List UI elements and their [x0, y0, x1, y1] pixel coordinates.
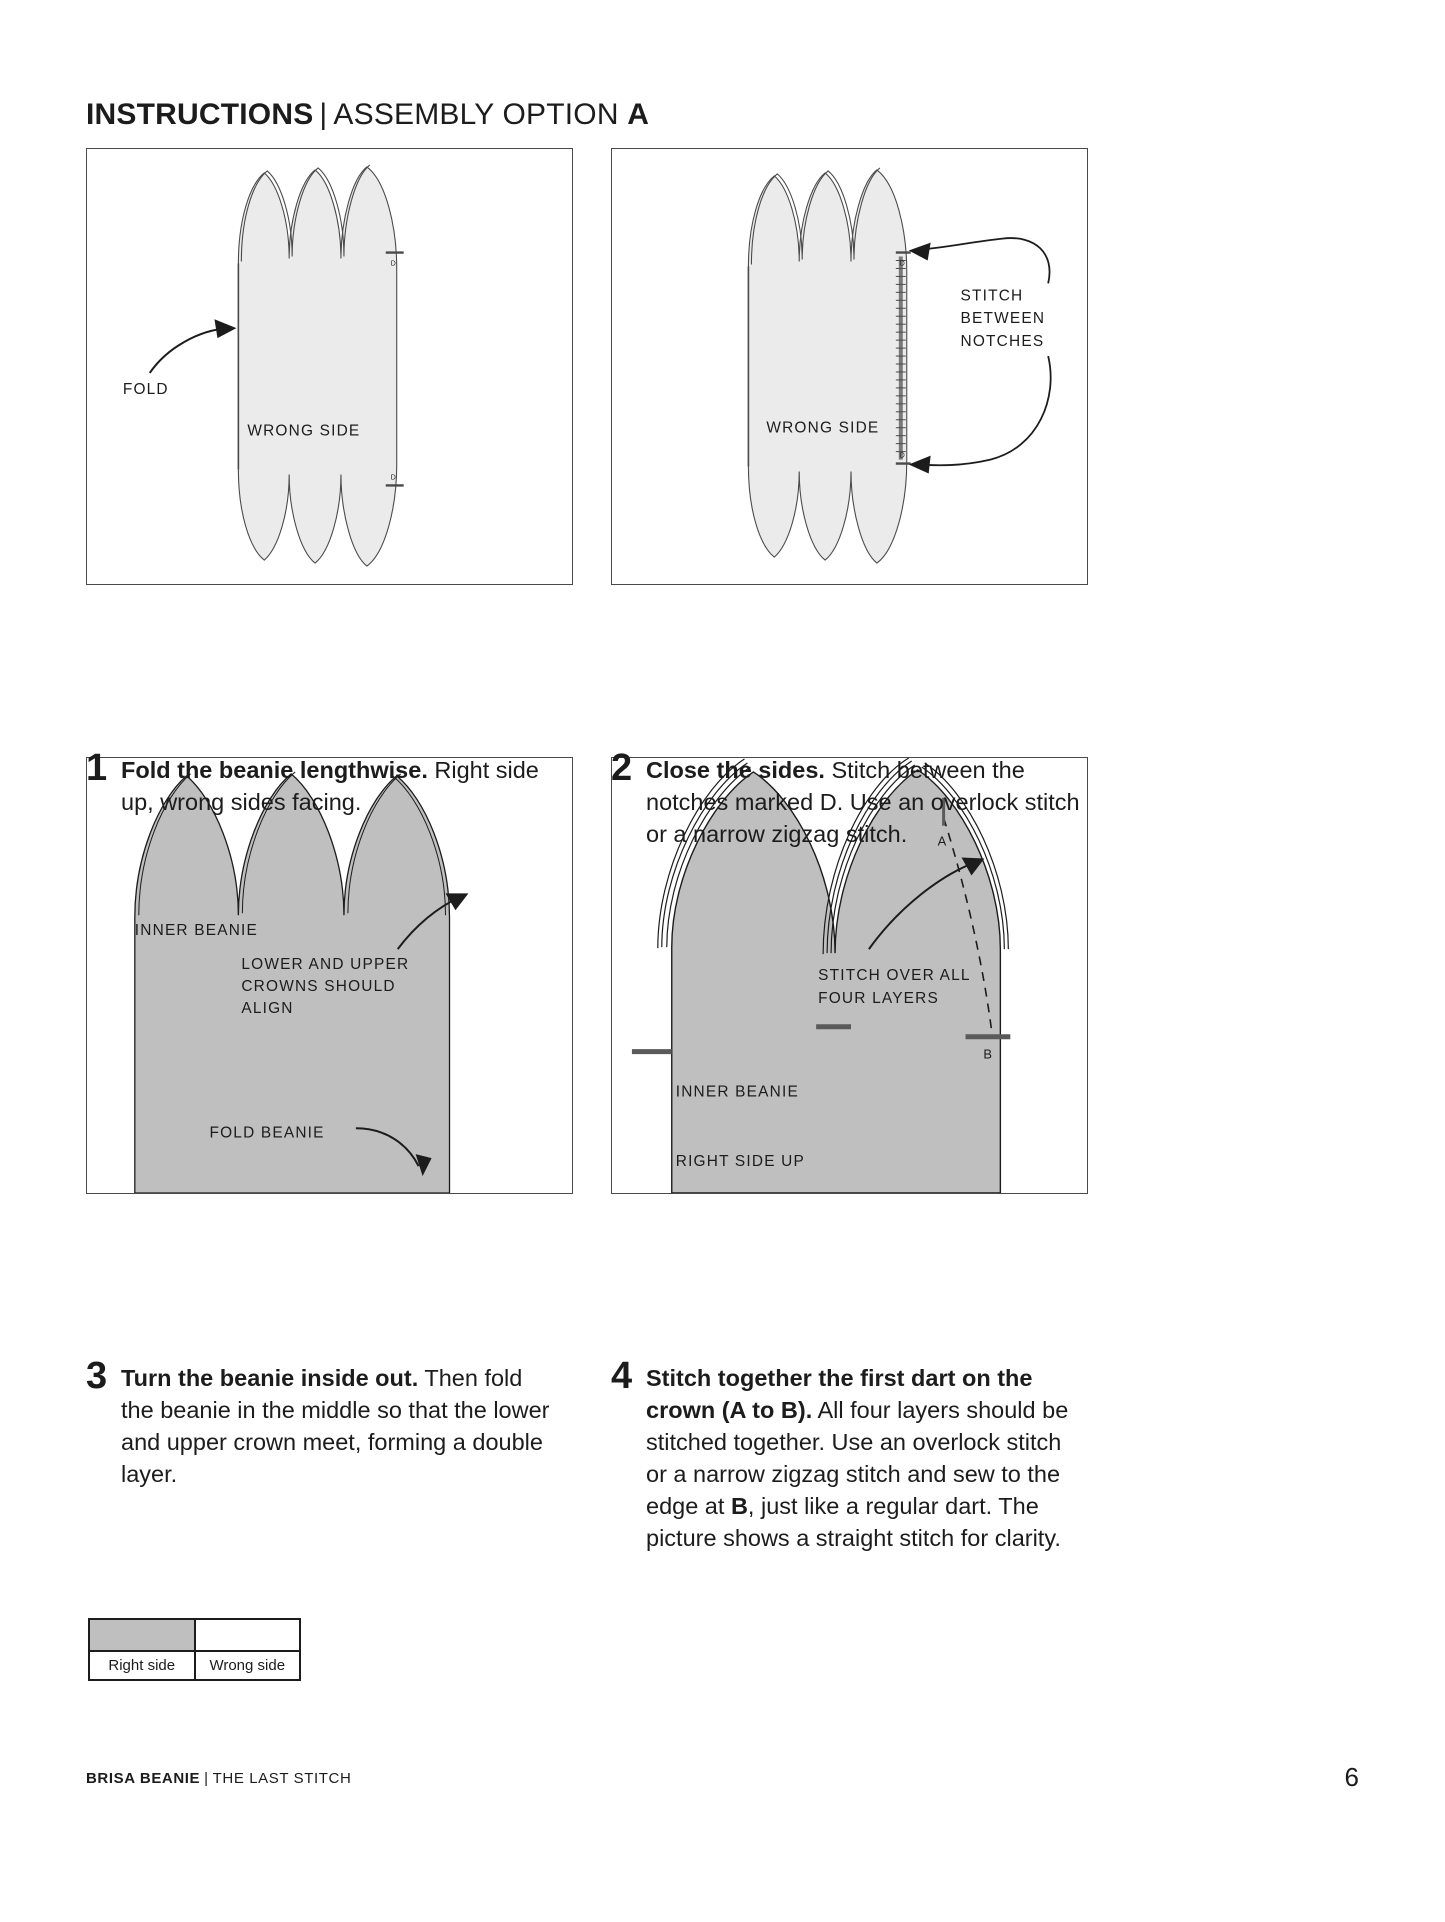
- fold-beanie-label: FOLD BEANIE: [209, 1124, 325, 1142]
- align-label-line-1: LOWER AND UPPER: [241, 956, 410, 974]
- caption-rest-1: Right side up, wrong sides facing.: [121, 757, 539, 815]
- stitch-arrow-bottom-icon: [909, 356, 1051, 473]
- caption-rest-4b: , just like a regular dart. The picture shows a straight stitch for clarity.: [646, 1492, 1061, 1551]
- caption-rest-3: Then fold the beanie in the middle so that the lower and upper crown meet, forming a double layer.: [121, 1365, 550, 1487]
- fabric-side-legend: [88, 1618, 301, 1681]
- align-label-line-2: CROWNS SHOULD: [241, 977, 396, 995]
- stitch-between-notches-line-2: BETWEEN: [960, 310, 1046, 328]
- fold-arrow-icon: [150, 319, 237, 373]
- align-label-line-3: ALIGN: [241, 999, 294, 1017]
- diagram-panel-step-3: [86, 757, 573, 1194]
- legend-swatch-row: [90, 1620, 299, 1650]
- point-b-label: B: [983, 1046, 993, 1062]
- page-title-instructions: INSTRUCTIONS: [86, 98, 314, 131]
- caption-bold-2: Close the sides.: [646, 757, 825, 783]
- diagram-step-1: [87, 149, 572, 584]
- legend-label-right-side: Right side: [90, 1652, 196, 1679]
- legend-swatch-wrong-side: [196, 1620, 300, 1650]
- caption-text-3: [121, 1363, 556, 1491]
- caption-rest-2: Stitch between the notches marked D. Use an overlock stitch or a narrow zigzag stitch.: [646, 757, 1080, 847]
- footer-brand: THE LAST STITCH: [212, 1770, 352, 1787]
- stitch-between-notches-line-1: STITCH: [960, 287, 1024, 305]
- caption-step-3: [86, 1355, 556, 1491]
- caption-bold-4a: Stitch together the first dart on the crown (A to B).: [646, 1365, 1033, 1423]
- notch-label-bottom: D: [899, 452, 906, 460]
- legend-label-wrong-side: Wrong side: [209, 1657, 286, 1674]
- page-number: 6: [1344, 1762, 1359, 1792]
- diagram-step-3: [87, 758, 572, 1193]
- step-number-4: 4: [611, 1355, 633, 1397]
- notch-label-bottom: D: [390, 474, 397, 482]
- stitch-layers-label-line-2: FOUR LAYERS: [818, 989, 939, 1007]
- inner-beanie-label: INNER BEANIE: [675, 1083, 799, 1101]
- inner-beanie-label: INNER BEANIE: [134, 922, 259, 940]
- caption-text-2: [646, 755, 1081, 851]
- stitch-layers-label-line-1: STITCH OVER ALL: [818, 966, 971, 984]
- wrong-side-label: WRONG SIDE: [247, 422, 361, 440]
- footer: [86, 1770, 351, 1787]
- caption-step-2: [611, 747, 1081, 851]
- footer-separator: |: [204, 1770, 209, 1787]
- diagram-panel-step-2: [611, 148, 1088, 585]
- page-title-separator: |: [319, 98, 328, 131]
- footer-pattern-name: BRISA BEANIE: [86, 1770, 201, 1787]
- caption-step-4: [611, 1355, 1081, 1555]
- caption-text-4: [646, 1363, 1081, 1555]
- fold-label: FOLD: [122, 380, 169, 398]
- caption-step-1: [86, 747, 556, 819]
- beanie-shape-folded: [748, 168, 906, 563]
- caption-bold-3: Turn the beanie inside out.: [121, 1365, 419, 1391]
- page-title: [86, 98, 649, 132]
- caption-bold-1: Fold the beanie lengthwise.: [121, 757, 428, 783]
- right-side-up-label: RIGHT SIDE UP: [675, 1153, 805, 1171]
- notch-label-top: D: [899, 260, 906, 268]
- page-title-assembly: ASSEMBLY OPTION: [333, 98, 628, 131]
- stitch-between-notches-line-3: NOTCHES: [960, 333, 1045, 351]
- caption-bold-4b: B: [730, 1492, 748, 1519]
- step-number-2: 2: [611, 747, 633, 789]
- wrong-side-label: WRONG SIDE: [766, 419, 880, 437]
- step-number-1: 1: [86, 747, 108, 789]
- diagram-panel-step-1: [86, 148, 573, 585]
- step-number-3: 3: [86, 1355, 108, 1397]
- beanie-shape-folded: [238, 165, 396, 566]
- diagram-step-2: [612, 149, 1087, 584]
- legend-swatch-right-side: [90, 1620, 196, 1650]
- page-title-option-letter: A: [627, 98, 650, 131]
- caption-text-1: [121, 755, 556, 819]
- point-a-label: A: [937, 833, 947, 849]
- legend-label-row: [90, 1650, 299, 1679]
- caption-rest-4a: All four layers should be stitched together. Use an overlock stitch or a narrow zigzag stitch and sew to the edge at: [646, 1396, 1069, 1519]
- stitch-arrow-top-icon: [909, 238, 1050, 283]
- notch-label-top: D: [390, 260, 397, 268]
